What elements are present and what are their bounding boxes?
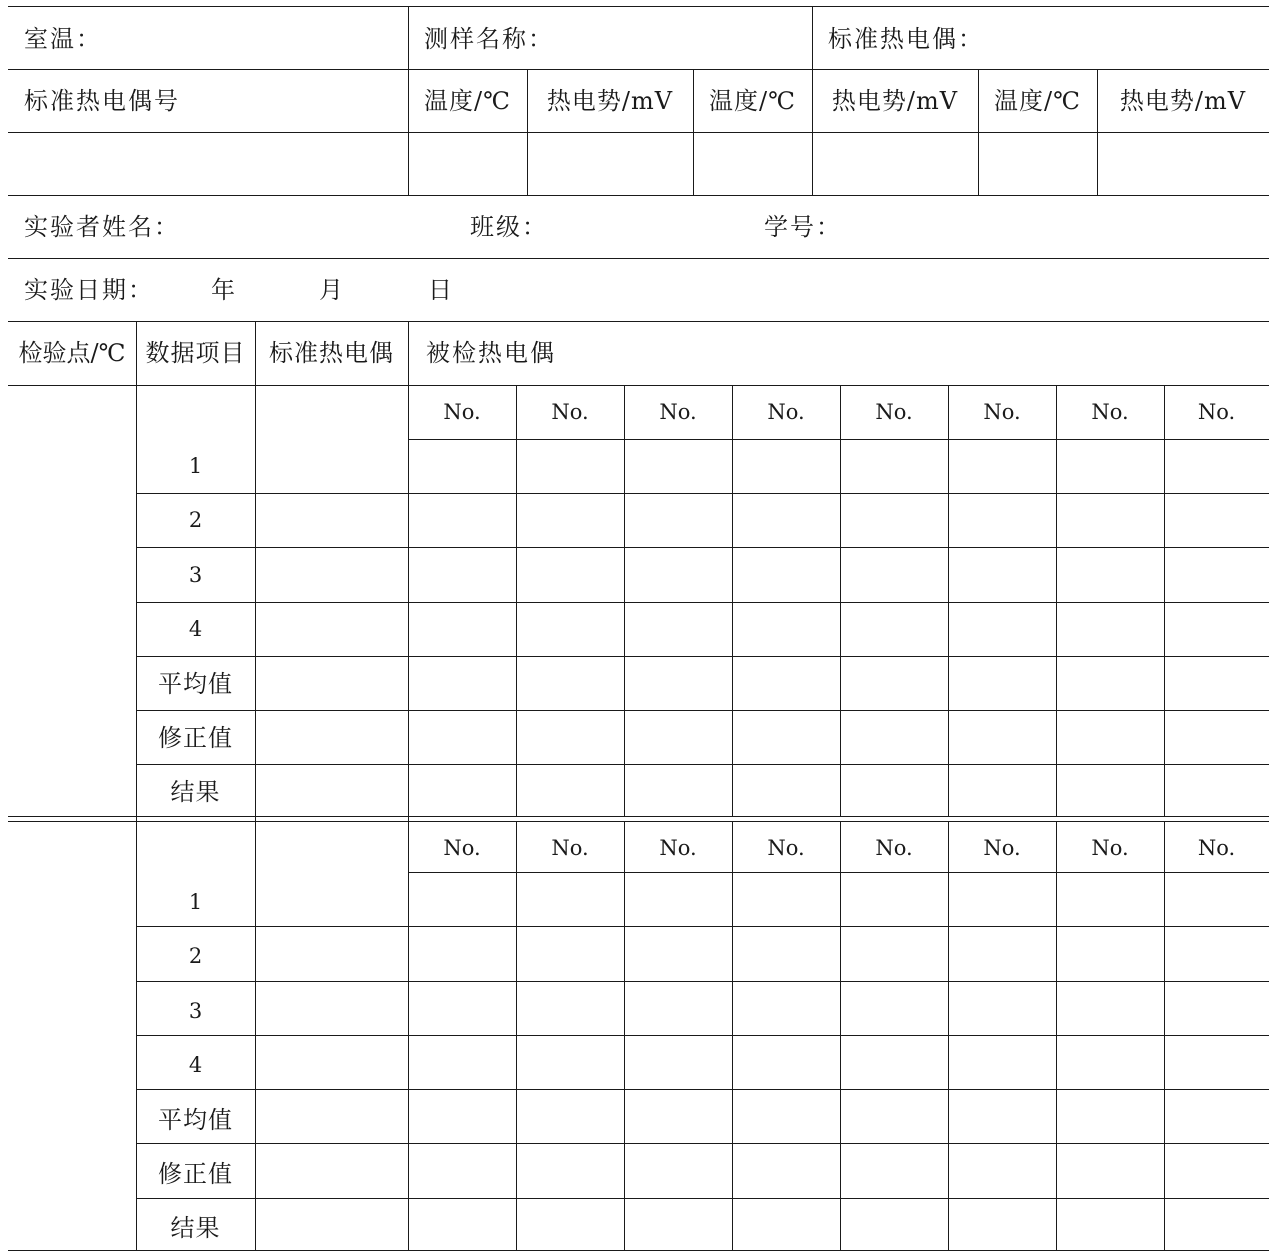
tested-value-cell[interactable] [948, 602, 1056, 656]
tested-value-cell[interactable] [840, 1093, 948, 1147]
tested-value-cell[interactable] [948, 765, 1056, 819]
tested-value-cell[interactable] [1056, 657, 1164, 711]
tested-value-cell[interactable] [624, 1147, 732, 1201]
tested-value-cell[interactable] [516, 657, 624, 711]
tested-value-cell[interactable] [840, 657, 948, 711]
tested-value-cell[interactable] [732, 548, 840, 602]
tested-value-cell[interactable] [840, 439, 948, 493]
month-label: 月 [319, 275, 345, 304]
tested-value-cell[interactable] [408, 548, 516, 602]
std-col-emf-1: 热电势/mV [546, 87, 674, 115]
tested-value-cell[interactable] [840, 875, 948, 929]
tested-value-cell[interactable] [1164, 1201, 1269, 1255]
tested-no-label: No. [551, 835, 589, 860]
tested-value-cell[interactable] [516, 1093, 624, 1147]
grid-line-horizontal [8, 195, 1269, 196]
std-col-emf-2: 热电势/mV [831, 87, 959, 115]
tested-value-cell[interactable] [408, 1147, 516, 1201]
tested-no-label: No. [875, 399, 913, 424]
tested-value-cell[interactable] [732, 984, 840, 1038]
tested-no-label: No. [767, 835, 805, 860]
tested-value-cell[interactable] [408, 1201, 516, 1255]
std-value-emf-3[interactable] [1097, 132, 1269, 195]
tested-value-cell[interactable] [1164, 494, 1269, 548]
tested-value-cell[interactable] [516, 1201, 624, 1255]
tested-value-cell[interactable] [408, 494, 516, 548]
data-item-label: 结果 [170, 1214, 221, 1243]
tested-value-cell[interactable] [948, 1038, 1056, 1092]
grid-line-horizontal [8, 258, 1269, 259]
std-value-emf-1[interactable] [527, 132, 693, 195]
tested-value-cell[interactable] [408, 657, 516, 711]
header-check-point: 检验点/℃ [18, 339, 126, 367]
tested-no-label: No. [659, 399, 697, 424]
standard-value-cell[interactable] [255, 1201, 408, 1255]
tested-value-cell[interactable] [732, 1038, 840, 1092]
std-value-emf-2[interactable] [812, 132, 978, 195]
standard-thermocouple-label: 标准热电偶： [828, 25, 984, 53]
std-col-temp-2: 温度/℃ [709, 87, 796, 115]
tested-value-cell[interactable] [408, 1038, 516, 1092]
tested-value-cell[interactable] [1164, 1038, 1269, 1092]
data-item-label: 平均值 [158, 1105, 233, 1134]
tested-value-cell[interactable] [1056, 1147, 1164, 1201]
tested-value-cell[interactable] [516, 602, 624, 656]
class-label: 班级： [470, 212, 548, 241]
tested-value-cell[interactable] [732, 1201, 840, 1255]
tested-value-cell[interactable] [840, 548, 948, 602]
standard-thermocouple-no-label: 标准热电偶号 [24, 87, 180, 115]
tested-value-cell[interactable] [624, 711, 732, 765]
tested-value-cell[interactable] [1056, 1038, 1164, 1092]
tested-value-cell[interactable] [732, 930, 840, 984]
grid-line-horizontal [8, 132, 1269, 133]
tested-value-cell[interactable] [948, 984, 1056, 1038]
tested-value-cell[interactable] [840, 494, 948, 548]
data-item-label: 结果 [170, 778, 221, 807]
tested-value-cell[interactable] [948, 875, 1056, 929]
tested-no-label: No. [1197, 399, 1236, 424]
std-value-temp-3[interactable] [978, 132, 1097, 195]
tested-value-cell[interactable] [624, 657, 732, 711]
tested-value-cell[interactable] [732, 439, 840, 493]
grid-line-horizontal [8, 69, 1269, 70]
standard-value-cell[interactable] [255, 711, 408, 765]
tested-value-cell[interactable] [408, 765, 516, 819]
header-tested-thermocouple: 被检热电偶 [426, 339, 556, 367]
header-standard-thermocouple: 标准热电偶 [269, 339, 394, 367]
tested-value-cell[interactable] [624, 494, 732, 548]
tested-value-cell[interactable] [1164, 930, 1269, 984]
tested-no-label: No. [443, 835, 481, 860]
tested-value-cell[interactable] [1056, 930, 1164, 984]
tested-value-cell[interactable] [948, 1201, 1056, 1255]
standard-value-cell[interactable] [255, 984, 408, 1038]
tested-value-cell[interactable] [624, 1201, 732, 1255]
tested-value-cell[interactable] [732, 711, 840, 765]
tested-value-cell[interactable] [948, 439, 1056, 493]
tested-value-cell[interactable] [948, 711, 1056, 765]
tested-value-cell[interactable] [840, 930, 948, 984]
tested-value-cell[interactable] [408, 984, 516, 1038]
tested-value-cell[interactable] [1056, 875, 1164, 929]
tested-value-cell[interactable] [624, 875, 732, 929]
tested-value-cell[interactable] [1164, 1147, 1269, 1201]
tested-no-label: No. [983, 835, 1021, 860]
data-item-label: 1 [188, 889, 203, 914]
tested-value-cell[interactable] [1056, 984, 1164, 1038]
grid-line-horizontal [8, 6, 1269, 7]
tested-value-cell[interactable] [948, 657, 1056, 711]
tested-value-cell[interactable] [1056, 548, 1164, 602]
tested-value-cell[interactable] [1164, 602, 1269, 656]
header-data-item: 数据项目 [145, 339, 246, 367]
tested-value-cell[interactable] [624, 930, 732, 984]
standard-value-cell[interactable] [255, 602, 408, 656]
tested-value-cell[interactable] [408, 875, 516, 929]
tested-value-cell[interactable] [732, 1093, 840, 1147]
data-item-label: 2 [188, 944, 203, 969]
day-label: 日 [428, 275, 454, 304]
tested-value-cell[interactable] [516, 711, 624, 765]
tested-value-cell[interactable] [948, 1147, 1056, 1201]
standard-value-cell[interactable] [255, 765, 408, 819]
standard-value-cell[interactable] [255, 875, 408, 929]
tested-value-cell[interactable] [516, 1147, 624, 1201]
tested-value-cell[interactable] [840, 602, 948, 656]
tested-value-cell[interactable] [840, 1147, 948, 1201]
tested-value-cell[interactable] [1164, 657, 1269, 711]
tested-value-cell[interactable] [516, 765, 624, 819]
tested-no-label: No. [1091, 835, 1129, 860]
tested-value-cell[interactable] [840, 1201, 948, 1255]
tested-value-cell[interactable] [1056, 439, 1164, 493]
tested-value-cell[interactable] [1056, 1093, 1164, 1147]
tested-value-cell[interactable] [1164, 439, 1269, 493]
grid-line-vertical [693, 69, 694, 195]
tested-value-cell[interactable] [840, 1038, 948, 1092]
tested-value-cell[interactable] [732, 602, 840, 656]
data-item-label: 平均值 [158, 669, 233, 698]
std-col-emf-3: 热电势/mV [1119, 87, 1247, 115]
tested-value-cell[interactable] [840, 984, 948, 1038]
standard-value-cell[interactable] [255, 1147, 408, 1201]
tested-value-cell[interactable] [408, 602, 516, 656]
data-item-label: 1 [188, 453, 203, 478]
data-item-label: 2 [188, 508, 203, 533]
tested-value-cell[interactable] [408, 711, 516, 765]
data-item-label: 4 [188, 616, 203, 641]
tested-value-cell[interactable] [732, 875, 840, 929]
standard-value-cell[interactable] [255, 1038, 408, 1092]
tested-value-cell[interactable] [840, 711, 948, 765]
data-item-label: 修正值 [158, 1159, 233, 1188]
tested-no-label: No. [875, 835, 913, 860]
tested-no-label: No. [1091, 399, 1129, 424]
sample-name-label: 测样名称： [424, 25, 554, 53]
tested-value-cell[interactable] [408, 930, 516, 984]
std-value-temp-1[interactable] [408, 132, 527, 195]
tested-value-cell[interactable] [624, 984, 732, 1038]
tested-value-cell[interactable] [840, 765, 948, 819]
tested-value-cell[interactable] [624, 602, 732, 656]
grid-line-vertical [812, 6, 813, 69]
tested-value-cell[interactable] [1056, 765, 1164, 819]
tested-no-label: No. [443, 399, 481, 424]
tested-value-cell[interactable] [516, 930, 624, 984]
grid-line-vertical [978, 69, 979, 195]
data-item-label: 修正值 [158, 723, 233, 752]
tested-value-cell[interactable] [948, 548, 1056, 602]
tested-no-label: No. [659, 835, 697, 860]
tested-value-cell[interactable] [1056, 602, 1164, 656]
data-item-label: 3 [188, 998, 203, 1023]
tested-value-cell[interactable] [624, 1038, 732, 1092]
grid-line-vertical [527, 69, 528, 195]
tested-value-cell[interactable] [1164, 548, 1269, 602]
tested-value-cell[interactable] [948, 1093, 1056, 1147]
tested-value-cell[interactable] [516, 984, 624, 1038]
standard-value-cell[interactable] [255, 439, 408, 493]
tested-value-cell[interactable] [516, 548, 624, 602]
std-col-temp-3: 温度/℃ [994, 87, 1081, 115]
tested-value-cell[interactable] [516, 1038, 624, 1092]
tested-value-cell[interactable] [408, 439, 516, 493]
standard-value-cell[interactable] [255, 548, 408, 602]
tested-value-cell[interactable] [624, 548, 732, 602]
standard-value-cell[interactable] [255, 657, 408, 711]
tested-value-cell[interactable] [1164, 765, 1269, 819]
data-item-label: 4 [188, 1052, 203, 1077]
tested-value-cell[interactable] [516, 494, 624, 548]
tested-value-cell[interactable] [1164, 711, 1269, 765]
tested-value-cell[interactable] [732, 657, 840, 711]
standard-value-cell[interactable] [255, 494, 408, 548]
data-item-label: 3 [188, 562, 203, 587]
grid-line-vertical [812, 69, 813, 195]
tested-value-cell[interactable] [1056, 1201, 1164, 1255]
std-value-temp-2[interactable] [693, 132, 812, 195]
tested-value-cell[interactable] [948, 930, 1056, 984]
tested-value-cell[interactable] [624, 1093, 732, 1147]
tested-no-label: No. [983, 399, 1021, 424]
standard-value-cell[interactable] [255, 1093, 408, 1147]
standard-value-cell[interactable] [255, 930, 408, 984]
grid-line-horizontal [8, 321, 1269, 322]
std-col-temp-1: 温度/℃ [424, 87, 511, 115]
tested-value-cell[interactable] [1056, 711, 1164, 765]
tested-value-cell[interactable] [732, 1147, 840, 1201]
tested-value-cell[interactable] [1056, 494, 1164, 548]
grid-line-vertical [408, 6, 409, 195]
tested-value-cell[interactable] [408, 1093, 516, 1147]
tested-value-cell[interactable] [1164, 875, 1269, 929]
tested-value-cell[interactable] [516, 875, 624, 929]
tested-no-label: No. [551, 399, 589, 424]
tested-value-cell[interactable] [516, 439, 624, 493]
tested-value-cell[interactable] [948, 494, 1056, 548]
tested-value-cell[interactable] [624, 765, 732, 819]
experimenter-name-label: 实验者姓名： [24, 212, 180, 241]
grid-line-vertical [1097, 69, 1098, 195]
student-id-label: 学号： [764, 212, 842, 241]
year-label: 年 [211, 275, 237, 304]
room-temp-label: 室温： [24, 25, 102, 53]
tested-no-label: No. [767, 399, 805, 424]
tested-value-cell[interactable] [624, 439, 732, 493]
tested-value-cell[interactable] [1164, 984, 1269, 1038]
tested-value-cell[interactable] [1164, 1093, 1269, 1147]
tested-value-cell[interactable] [732, 494, 840, 548]
tested-value-cell[interactable] [732, 765, 840, 819]
experiment-date-label: 实验日期： [24, 275, 154, 304]
tested-no-label: No. [1197, 835, 1236, 860]
